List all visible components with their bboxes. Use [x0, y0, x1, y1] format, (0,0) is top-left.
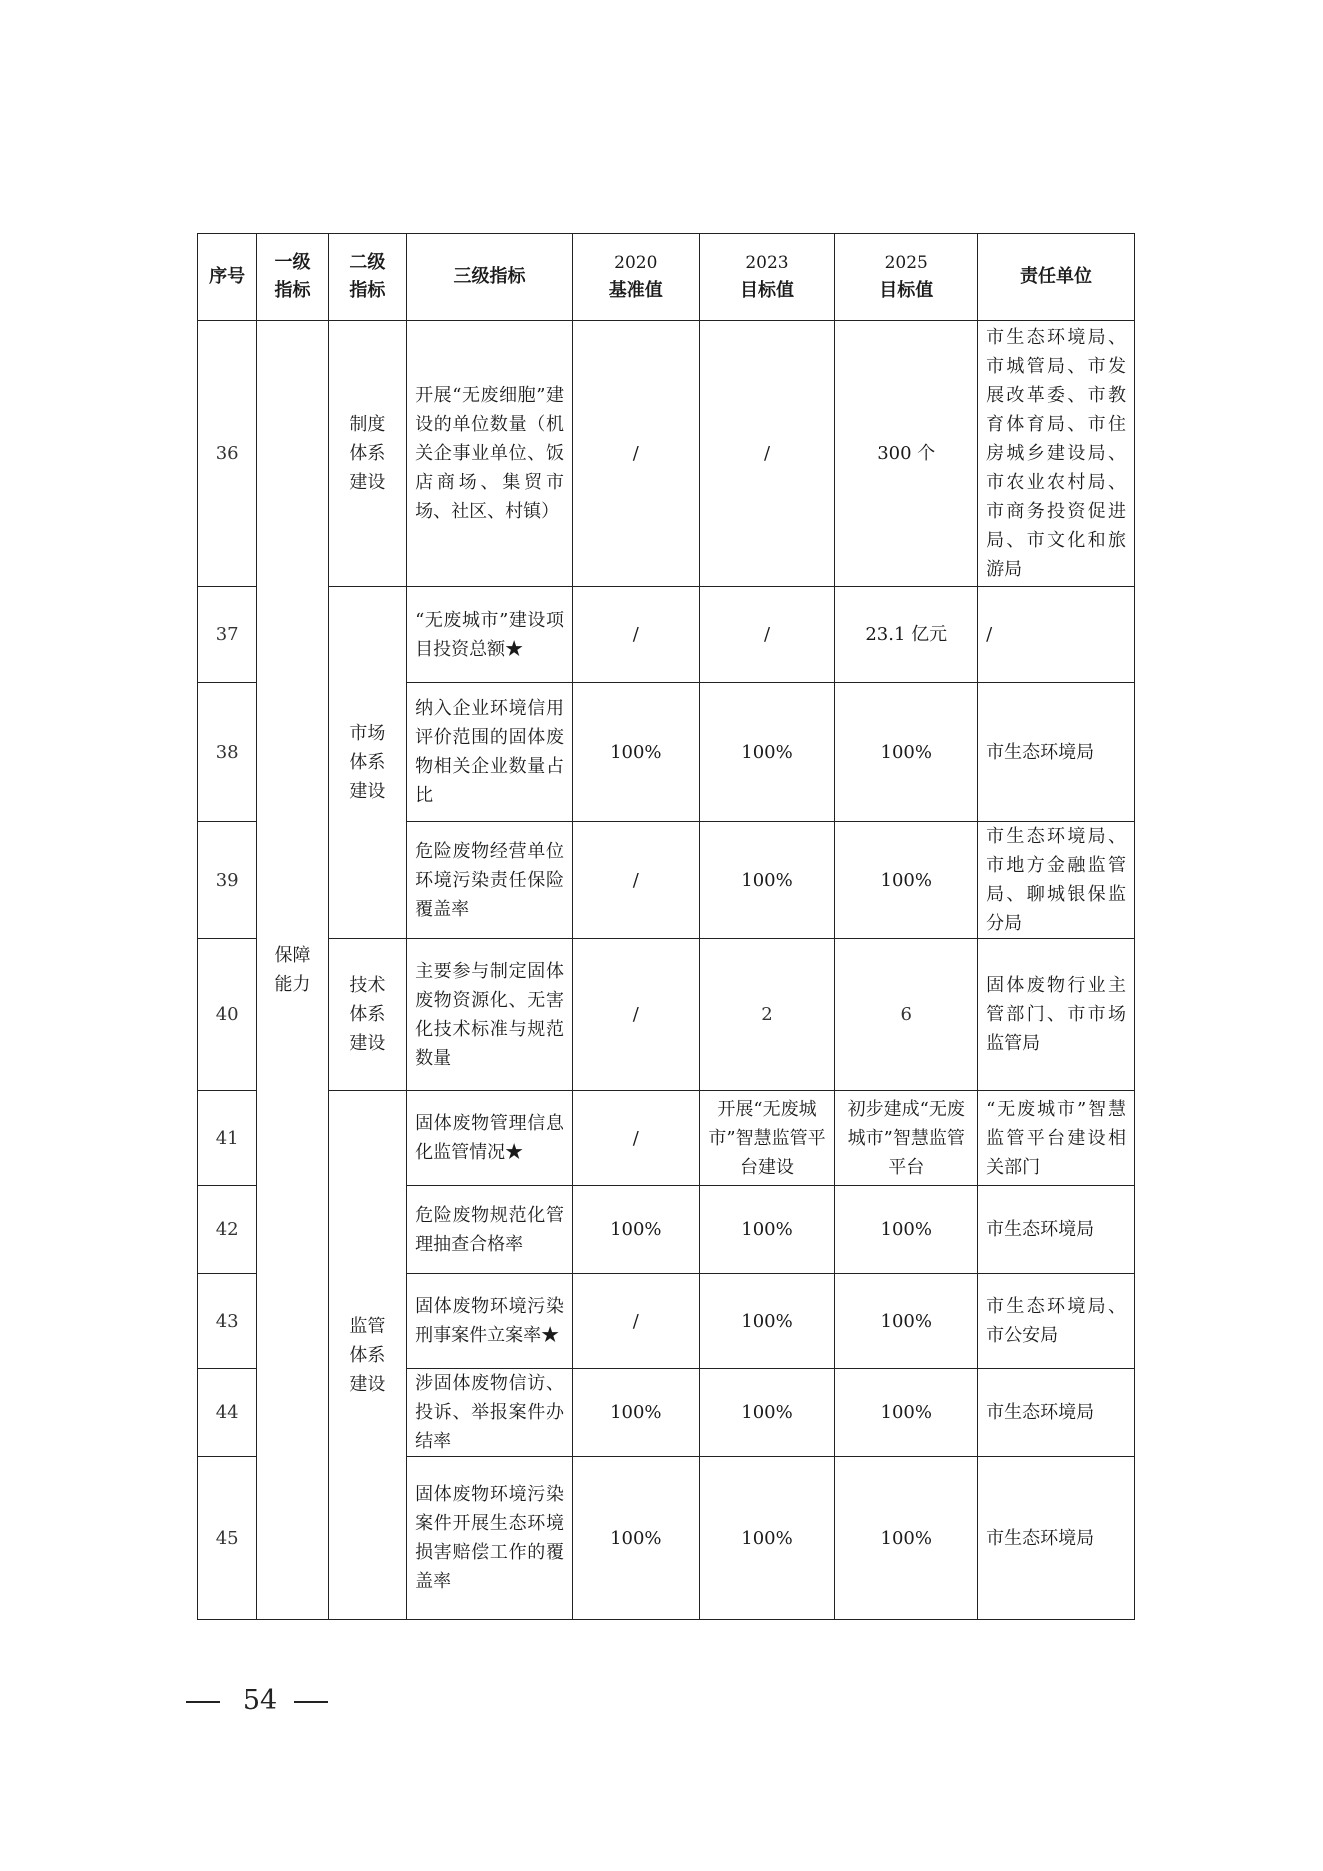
table-row — [198, 587, 1135, 683]
value-2025: 100% — [835, 683, 978, 822]
indicator-cell: 纳入企业环境信用评价范围的固体废物相关企业数量占比 — [407, 683, 573, 822]
indicator-cell: 开展“无废细胞”建设的单位数量（机关企事业单位、饭店商场、集贸市场、社区、村镇） — [407, 321, 573, 587]
table-row — [198, 1091, 1135, 1186]
value-2023: 100% — [699, 1369, 835, 1457]
level2-cell-market: 市场 体系 建设 — [328, 587, 406, 939]
header-level2: 二级 指标 — [328, 234, 406, 321]
value-2023: 100% — [699, 1274, 835, 1369]
row-number: 42 — [198, 1186, 257, 1274]
row-number: 45 — [198, 1457, 257, 1620]
value-2023: 2 — [699, 939, 835, 1091]
value-2025: 6 — [835, 939, 978, 1091]
row-number: 44 — [198, 1369, 257, 1457]
value-2020: / — [572, 1274, 699, 1369]
value-2023: 开展“无废城市”智慧监管平台建设 — [699, 1091, 835, 1186]
level2-cell-supervision: 监管 体系 建设 — [328, 1091, 406, 1620]
responsible-unit: 市生态环境局、市城管局、市发展改革委、市教育体育局、市住房城乡建设局、市农业农村局、市商务投资促进局、市文化和旅游局 — [978, 321, 1135, 587]
row-number: 43 — [198, 1274, 257, 1369]
header-2020-label: 基准值 — [608, 280, 663, 301]
indicator-table — [197, 233, 1135, 1620]
row-number: 40 — [198, 939, 257, 1091]
responsible-unit: “无废城市”智慧监管平台建设相关部门 — [978, 1091, 1135, 1186]
responsible-unit: 市生态环境局 — [978, 683, 1135, 822]
header-2023-label: 目标值 — [740, 280, 794, 301]
responsible-unit: 固体废物行业主管部门、市市场监管局 — [978, 939, 1135, 1091]
value-2020: 100% — [572, 683, 699, 822]
row-number: 38 — [198, 683, 257, 822]
indicator-cell: 危险废物规范化管理抽查合格率 — [407, 1186, 573, 1274]
responsible-unit: 市生态环境局、市地方金融监管局、聊城银保监分局 — [978, 822, 1135, 939]
indicator-cell: 主要参与制定固体废物资源化、无害化技术标准与规范数量 — [407, 939, 573, 1091]
value-2025: 300 个 — [835, 321, 978, 587]
footer-dash-right — [294, 1701, 328, 1703]
header-2025-year: 2025 — [884, 253, 928, 273]
value-2020: / — [572, 939, 699, 1091]
value-2020: / — [572, 1091, 699, 1186]
value-2023: 100% — [699, 683, 835, 822]
value-2020: / — [572, 822, 699, 939]
indicator-cell: “无废城市”建设项目投资总额★ — [407, 587, 573, 683]
header-2025 — [835, 234, 978, 321]
table-row — [198, 321, 1135, 587]
value-2023: 100% — [699, 1186, 835, 1274]
header-2020 — [572, 234, 699, 321]
value-2025: 23.1 亿元 — [835, 587, 978, 683]
responsible-unit: 市生态环境局 — [978, 1186, 1135, 1274]
value-2020: 100% — [572, 1369, 699, 1457]
value-2025: 100% — [835, 1186, 978, 1274]
footer-dash-left — [186, 1701, 220, 1703]
value-2023: / — [699, 321, 835, 587]
value-2020: / — [572, 321, 699, 587]
row-number: 37 — [198, 587, 257, 683]
value-2020: 100% — [572, 1186, 699, 1274]
page-footer — [180, 1685, 340, 1715]
row-number: 36 — [198, 321, 257, 587]
header-seq: 序号 — [198, 234, 257, 321]
indicator-cell: 固体废物管理信息化监管情况★ — [407, 1091, 573, 1186]
row-number: 41 — [198, 1091, 257, 1186]
responsible-unit: / — [978, 587, 1135, 683]
header-2025-label: 目标值 — [879, 280, 934, 301]
header-level3: 三级指标 — [407, 234, 573, 321]
header-level1: 一级 指标 — [257, 234, 328, 321]
value-2020: 100% — [572, 1457, 699, 1620]
level1-cell: 保障 能力 — [257, 321, 328, 1620]
value-2025: 100% — [835, 1274, 978, 1369]
indicator-cell: 固体废物环境污染刑事案件立案率★ — [407, 1274, 573, 1369]
header-2023 — [699, 234, 835, 321]
header-unit: 责任单位 — [978, 234, 1135, 321]
page-number: 54 — [242, 1685, 278, 1716]
value-2023: 100% — [699, 1457, 835, 1620]
row-number: 39 — [198, 822, 257, 939]
level2-cell-system: 制度 体系 建设 — [328, 321, 406, 587]
level2-cell-tech: 技术 体系 建设 — [328, 939, 406, 1091]
header-row — [198, 234, 1135, 321]
value-2025: 100% — [835, 1457, 978, 1620]
responsible-unit: 市生态环境局 — [978, 1457, 1135, 1620]
table-row — [198, 939, 1135, 1091]
value-2023: / — [699, 587, 835, 683]
value-2020: / — [572, 587, 699, 683]
value-2023: 100% — [699, 822, 835, 939]
value-2025: 100% — [835, 1369, 978, 1457]
responsible-unit: 市生态环境局、市公安局 — [978, 1274, 1135, 1369]
header-2023-year: 2023 — [745, 253, 789, 273]
indicator-cell: 固体废物环境污染案件开展生态环境损害赔偿工作的覆盖率 — [407, 1457, 573, 1620]
value-2025: 100% — [835, 822, 978, 939]
header-2020-year: 2020 — [614, 253, 658, 273]
value-2025: 初步建成“无废城市”智慧监管平台 — [835, 1091, 978, 1186]
indicator-cell: 危险废物经营单位环境污染责任保险覆盖率 — [407, 822, 573, 939]
responsible-unit: 市生态环境局 — [978, 1369, 1135, 1457]
indicator-cell: 涉固体废物信访、投诉、举报案件办结率 — [407, 1369, 573, 1457]
